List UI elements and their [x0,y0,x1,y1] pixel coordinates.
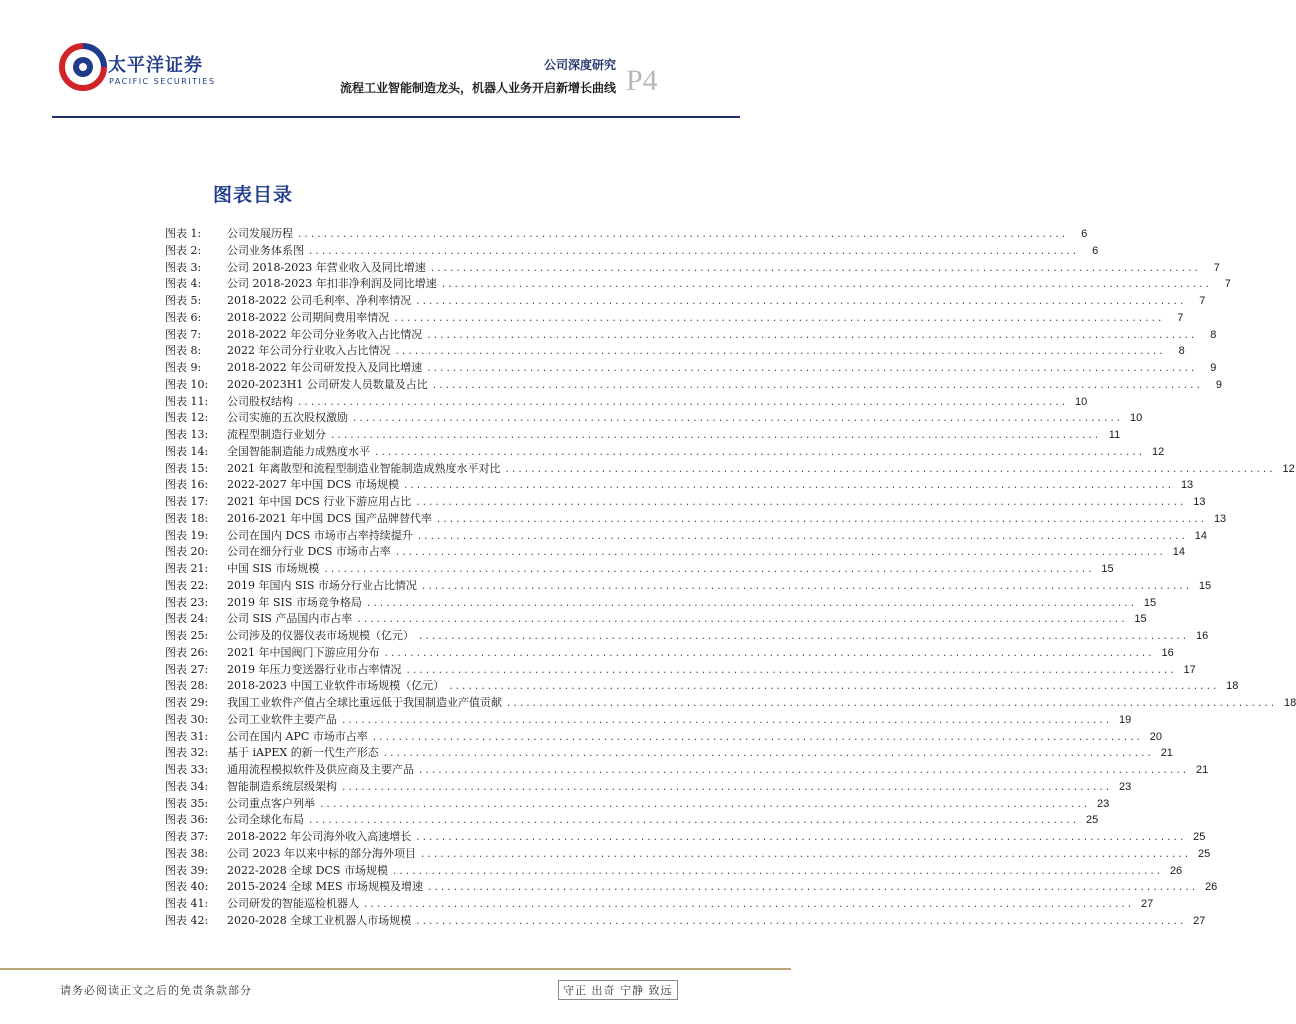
toc-entry-title: 2020-2028 全球工业机器人市场规模 [227,913,412,927]
toc-entry-label: 图表 8: [165,344,202,358]
toc-leader-dots: ........................................................................................................................ [440,280,1211,291]
toc-entry-page: 9 [1210,362,1217,374]
toc-leader-dots: ........................................................................................................................ [402,481,1174,492]
toc-entry[interactable] [165,778,1132,795]
toc-entry[interactable] [165,476,1194,493]
toc-entry[interactable] [165,560,1114,577]
toc-entry-title: 公司 2023 年以来中标的部分海外项目 [227,846,416,860]
toc-entry-label: 图表 11: [165,394,209,408]
toc-entry-label: 图表 7: [165,327,202,341]
toc-leader-dots: ........................................................................................................................ [383,648,1154,659]
toc-entry-title: 2018-2023 中国工业软件市场规模（亿元） [227,679,445,693]
toc-entry-title: 公司股权结构 [227,394,293,408]
toc-entry[interactable] [165,242,1099,259]
toc-leader-dots: ........................................................................................................................ [297,397,1068,408]
toc-entry-title: 公司 SIS 产品国内市占率 [227,612,353,626]
toc-entry-label: 图表 12: [165,411,209,425]
toc-entry-title: 基于 iAPEX 的新一代生产形态 [227,746,379,760]
toc-leader-dots: ........................................................................................................................ [352,414,1123,425]
toc-entry[interactable] [165,326,1217,343]
toc-entry[interactable] [165,711,1132,728]
toc-entry-page: 25 [1193,831,1206,843]
toc-entry-label: 图表 34: [165,779,209,793]
report-title: 流程工业智能制造龙头，机器人业务开启新增长曲线 [339,81,616,95]
toc-entry-page: 21 [1160,747,1173,760]
report-type: 公司深度研究 [543,58,616,72]
toc-entry-page: 17 [1183,663,1196,676]
toc-entry[interactable] [165,661,1196,678]
toc-entry-label: 图表 33: [165,763,209,776]
toc-entry[interactable] [165,443,1165,460]
toc-entry-page: 7 [1213,261,1220,274]
toc-entry-title: 2021 年中国阀门下游应用分布 [227,645,380,659]
toc-entry-title: 公司 2018-2023 年扣非净利润及同比增速 [227,277,437,291]
toc-entry[interactable] [165,393,1088,410]
toc-entry-page: 13 [1213,512,1227,525]
toc-entry-label: 图表 27: [165,662,209,676]
toc-entry-page: 25 [1197,847,1211,860]
toc-entry-page: 15 [1198,579,1212,592]
toc-leader-dots: ........................................................................................................................ [504,464,1275,475]
toc-leader-dots: ........................................................................................................................ [363,900,1134,910]
toc-entry-page: 18 [1283,697,1296,709]
toc-entry[interactable] [165,677,1239,694]
toc-entry-label: 图表 6: [165,310,202,324]
toc-entry[interactable] [165,761,1209,778]
toc-entry-label: 图表 36: [165,813,209,827]
toc-entry-label: 图表 31: [165,729,209,743]
toc-entry[interactable] [165,577,1212,594]
toc-leader-dots: ........................................................................................................................ [308,816,1079,827]
toc-entry[interactable] [165,594,1157,611]
toc-leader-dots: ........................................................................................................................ [435,514,1207,525]
toc-entry-title: 流程型制造行业划分 [227,428,326,441]
toc-leader-dots: ........................................................................................................................ [415,498,1186,508]
toc-leader-dots: ........................................................................................................................ [420,581,1192,592]
toc-entry-label: 图表 10: [165,377,209,391]
toc-entry-title: 2019 年 SIS 市场竞争格局 [227,595,362,609]
toc-entry-title: 公司工业软件主要产品 [227,712,337,726]
toc-entry-page: 15 [1143,596,1157,609]
company-motto: 守正 出奇 宁静 致远 [558,980,678,1000]
toc-leader-dots: ........................................................................................................................ [426,330,1197,341]
toc-entry-page: 20 [1149,730,1162,743]
toc-entry-title: 公司实施的五次股权激励 [227,411,348,425]
toc-leader-dots: ........................................................................................................................ [448,682,1219,693]
toc-entry-page: 7 [1177,311,1184,324]
toc-leader-dots: ........................................................................................................................ [415,833,1186,843]
toc-entry-page: 12 [1282,462,1295,475]
toc-entry[interactable] [165,225,1088,242]
toc-leader-dots: ........................................................................................................................ [330,431,1101,441]
toc-entry-title: 公司研发的智能巡检机器人 [227,897,359,910]
toc-entry-label: 图表 4: [165,277,202,291]
toc-entry-label: 图表 20: [165,545,209,559]
toc-leader-dots: ........................................................................................................................ [308,246,1079,257]
toc-entry-title: 我国工业软件产值占全球比重远低于我国制造业产值贡献 [227,696,502,709]
toc-entry-title: 2022 年公司分行业收入占比情况 [227,344,391,358]
toc-entry-page: 21 [1195,764,1209,776]
toc-entry[interactable] [165,376,1223,393]
toc-entry-page: 10 [1074,395,1088,408]
toc-entry-label: 图表 32: [165,746,209,760]
toc-entry-label: 图表 28: [165,679,209,693]
toc-leader-dots: ........................................................................................................................ [319,799,1090,810]
toc-entry[interactable] [165,811,1099,828]
toc-entry-title: 公司在国内 APC 市场市占率 [227,729,368,743]
toc-leader-dots: ........................................................................................................................ [341,782,1112,793]
toc-entry-title: 公司重点客户列举 [227,796,315,810]
toc-entry-label: 图表 42: [165,913,209,927]
toc-entry-title: 中国 SIS 市场规模 [227,562,320,575]
toc-entry[interactable] [165,694,1296,711]
toc-leader-dots: ........................................................................................................................ [382,749,1153,760]
toc-entry[interactable] [165,610,1147,627]
toc-entry-title: 全国智能制造能力成熟度水平 [227,444,370,458]
toc-leader-dots: ........................................................................................................................ [394,548,1165,559]
toc-leader-dots: ........................................................................................................................ [420,849,1191,860]
toc-entry[interactable] [165,292,1206,309]
toc-leader-dots: ........................................................................................................................ [341,715,1112,726]
toc-entry-label: 图表 40: [165,880,209,894]
toc-entry-label: 图表 35: [165,796,209,810]
toc-leader-dots: ........................................................................................................................ [371,732,1142,743]
toc-entry-title: 2020-2023H1 公司研发人员数量及占比 [227,377,428,391]
toc-entry-page: 23 [1118,780,1132,793]
logo-text-cn: 太平洋证券 [108,55,203,76]
toc-entry-title: 2021 年离散型和流程型制造业智能制造成熟度水平对比 [227,461,501,475]
toc-heading: 图表目录 [213,184,294,206]
toc-leader-dots: ........................................................................................................................ [405,665,1176,676]
toc-entry-label: 图表 19: [165,528,209,542]
toc-leader-dots: ........................................................................................................................ [426,364,1197,374]
toc-leader-dots: ........................................................................................................................ [429,263,1200,274]
toc-entry-title: 公司在细分行业 DCS 市场市占率 [227,545,391,559]
toc-entry-title: 公司涉及的仪器仪表市场规模（亿元） [227,629,414,642]
toc-entry[interactable] [165,627,1209,644]
toc-entry[interactable] [165,275,1231,292]
logo-text-en: PACIFIC SECURITIES [109,77,216,86]
toc-entry-label: 图表 24: [165,612,209,626]
toc-entry[interactable] [165,543,1185,560]
toc-entry-label: 图表 1: [165,227,202,240]
toc-entry[interactable] [165,878,1218,895]
toc-entry[interactable] [165,644,1174,661]
toc-entry-page: 15 [1101,563,1114,575]
toc-leader-dots: ........................................................................................................................ [418,766,1189,776]
toc-entry-page: 13 [1180,479,1194,492]
toc-entry-label: 图表 22: [165,578,209,592]
toc-entry[interactable] [165,409,1143,426]
toc-entry-page: 14 [1194,529,1207,542]
toc-entry[interactable] [165,527,1207,544]
toc-entry-label: 图表 5: [165,294,202,307]
toc-leader-dots: ........................................................................................................................ [393,313,1164,324]
toc-entry-label: 图表 18: [165,511,209,525]
toc-leader-dots: ........................................................................................................................ [415,916,1186,927]
toc-entry-page: 10 [1129,412,1143,425]
toc-entry-label: 图表 21: [165,562,209,575]
toc-entry-label: 图表 39: [165,863,209,877]
toc-entry-label: 图表 2: [165,243,202,257]
toc-entry-page: 8 [1210,328,1217,341]
toc-entry-page: 16 [1161,646,1174,659]
toc-entry-title: 2018-2022 年公司研发投入及同比增速 [227,361,423,374]
toc-entry-page: 7 [1199,295,1206,307]
toc-entry[interactable] [165,309,1184,326]
toc-entry[interactable] [165,895,1154,912]
toc-entry-page: 25 [1085,814,1099,827]
toc-entry-title: 2019 年压力变送器行业市占率情况 [227,662,402,676]
toc-entry[interactable] [165,862,1183,879]
company-logo [58,42,216,94]
toc-entry-page: 18 [1226,680,1239,693]
toc-entry-title: 公司 2018-2023 年营业收入及同比增速 [227,260,426,274]
toc-entry-page: 26 [1205,881,1218,894]
toc-entry-label: 图表 29: [165,696,209,709]
toc-entry-label: 图表 15: [165,461,209,475]
toc-entry[interactable] [165,460,1295,477]
toc-leader-dots: ........................................................................................................................ [323,565,1094,575]
toc-leader-dots: ........................................................................................................................ [394,347,1165,358]
toc-entry-title: 公司在国内 DCS 市场市占率持续提升 [227,528,413,542]
toc-leader-dots: ........................................................................................................................ [415,297,1186,307]
toc-entry[interactable] [165,426,1121,443]
toc-entry[interactable] [165,510,1227,527]
toc-entry-page: 6 [1092,244,1099,257]
toc-entry-title: 公司发展历程 [227,227,293,240]
toc-entry-title: 2015-2024 全球 MES 市场规模及增速 [227,880,424,894]
toc-entry-page: 27 [1193,914,1206,927]
toc-entry-page: 16 [1195,630,1209,642]
toc-entry-page: 27 [1140,898,1154,910]
toc-leader-dots: ........................................................................................................................ [506,699,1277,709]
disclaimer-notice: 请务必阅读正文之后的免责条款部分 [60,984,252,997]
toc-entry-page: 9 [1215,378,1223,391]
toc-entry-page: 13 [1193,496,1206,508]
footer-divider [0,968,791,970]
toc-entry-page: 14 [1172,546,1185,559]
toc-entry-label: 图表 38: [165,846,209,860]
toc-entry-title: 2022-2027 年中国 DCS 市场规模 [227,478,399,492]
toc-entry-label: 图表 9: [165,361,202,374]
toc-entry-label: 图表 26: [165,645,209,659]
toc-entry[interactable] [165,744,1173,761]
toc-leader-dots: ........................................................................................................................ [391,866,1163,877]
toc-entry[interactable] [165,828,1206,845]
toc-entry-title: 2019 年国内 SIS 市场分行业占比情况 [227,578,417,592]
header-divider [52,116,740,118]
toc-entry-page: 19 [1118,713,1132,726]
toc-entry[interactable] [165,259,1220,276]
toc-entry-label: 图表 41: [165,897,209,910]
toc-leader-dots: ........................................................................................................................ [297,230,1068,240]
toc-leader-dots: ........................................................................................................................ [431,380,1203,391]
toc-entry-title: 公司全球化布局 [227,813,304,827]
toc-entry[interactable] [165,912,1206,929]
toc-leader-dots: ........................................................................................................................ [365,598,1137,609]
toc-entry-title: 2018-2022 公司期间费用率情况 [227,310,390,324]
toc-entry-label: 图表 25: [165,629,209,642]
toc-entry-page: 12 [1151,445,1165,458]
toc-entry[interactable] [165,359,1217,376]
toc-entry-title: 2016-2021 年中国 DCS 国产品牌替代率 [227,511,432,525]
toc-entry-label: 图表 37: [165,830,209,843]
toc-leader-dots: ........................................................................................................................ [418,632,1189,642]
toc-entry-label: 图表 13: [165,428,209,441]
toc-entry-title: 通用流程模拟软件及供应商及主要产品 [227,763,414,776]
toc-leader-dots: ........................................................................................................................ [374,447,1145,458]
toc-entry-title: 公司业务体系图 [227,243,304,257]
toc-entry[interactable] [165,728,1162,745]
page-number: P4 [626,64,658,97]
toc-entry-title: 2021 年中国 DCS 行业下游应用占比 [227,495,412,508]
toc-entry[interactable] [165,493,1206,510]
toc-entry-page: 23 [1096,797,1110,810]
toc-entry-page: 26 [1169,864,1183,877]
toc-entry-title: 2018-2022 年公司海外收入高速增长 [227,830,412,843]
toc-entry-label: 图表 3: [165,260,202,274]
pacific-securities-logo-icon [58,42,108,92]
toc-entry-label: 图表 17: [165,495,209,508]
toc-entry-title: 2022-2028 全球 DCS 市场规模 [227,863,388,877]
toc-entry-label: 图表 23: [165,595,209,609]
toc-leader-dots: ........................................................................................................................ [356,615,1127,626]
toc-entry-title: 2018-2022 公司毛利率、净利率情况 [227,294,412,307]
toc-entry-label: 图表 30: [165,712,209,726]
toc-entry-label: 图表 16: [165,478,209,492]
toc-list [165,225,1296,929]
toc-leader-dots: ........................................................................................................................ [427,883,1198,894]
toc-entry[interactable] [165,845,1211,862]
toc-entry[interactable] [165,795,1110,812]
toc-entry-page: 15 [1134,613,1147,626]
toc-leader-dots: ........................................................................................................................ [416,531,1187,542]
toc-entry-page: 7 [1224,278,1231,291]
toc-entry[interactable] [165,342,1185,359]
toc-entry-title: 2018-2022 年公司分业务收入占比情况 [227,327,423,341]
toc-entry-page: 8 [1178,345,1185,358]
toc-entry-title: 智能制造系统层级架构 [227,779,337,793]
toc-entry-page: 6 [1081,228,1088,240]
toc-entry-page: 11 [1108,429,1121,441]
toc-entry-label: 图表 14: [165,444,209,458]
